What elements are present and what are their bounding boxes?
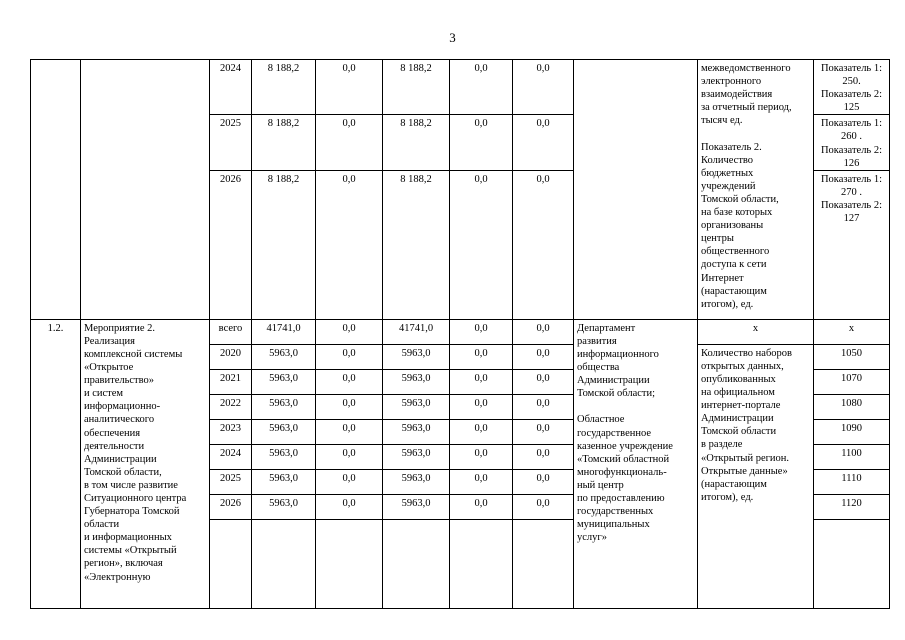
table-row (31, 60, 890, 115)
empty-cell (450, 519, 513, 608)
executor-cell-empty (574, 60, 698, 320)
total-cell: 8 188,2 (252, 60, 316, 115)
funding-cell: 0,0 (316, 60, 383, 115)
funding-cell: 0,0 (316, 170, 383, 319)
funding-cell: 0,0 (316, 469, 383, 494)
funding-cell: 0,0 (513, 494, 574, 519)
target-cell: 1090 (814, 419, 890, 444)
funding-cell: 5963,0 (383, 469, 450, 494)
year-cell: 2026 (210, 494, 252, 519)
funding-cell: 0,0 (513, 369, 574, 394)
funding-cell: 8 188,2 (383, 170, 450, 319)
funding-cell: 0,0 (450, 419, 513, 444)
year-cell: 2026 (210, 170, 252, 319)
funding-cell: 0,0 (450, 394, 513, 419)
funding-cell: 0,0 (513, 344, 574, 369)
funding-cell: 0,0 (450, 344, 513, 369)
funding-cell: 0,0 (316, 494, 383, 519)
total-cell: 8 188,2 (252, 170, 316, 319)
funding-cell: 5963,0 (383, 494, 450, 519)
total-cell: 41741,0 (252, 319, 316, 344)
total-cell: 8 188,2 (252, 115, 316, 170)
funding-cell: 0,0 (450, 115, 513, 170)
funding-cell: 5963,0 (383, 369, 450, 394)
funding-cell: 8 188,2 (383, 60, 450, 115)
target-cell: 1080 (814, 394, 890, 419)
year-cell: 2023 (210, 419, 252, 444)
funding-cell: 0,0 (513, 419, 574, 444)
target-cell: Показатель 1: 250. Показатель 2: 125 (814, 60, 890, 115)
funding-cell: 0,0 (316, 394, 383, 419)
year-cell: 2025 (210, 115, 252, 170)
funding-cell: 0,0 (450, 494, 513, 519)
funding-cell: 5963,0 (383, 344, 450, 369)
indicator-cell: межведомственного электронного взаимодействия за отчетный период, тысяч ед. Показатель 2. Количество бюджетных учреждений Томской области, на базе которых организованы центры общественного доступа к сети Интернет (нарастающим итогом), ед. (698, 60, 814, 320)
funding-cell: 8 188,2 (383, 115, 450, 170)
empty-cell (814, 519, 890, 608)
funding-cell: 0,0 (513, 170, 574, 319)
funding-cell: 0,0 (513, 444, 574, 469)
funding-cell: 0,0 (513, 394, 574, 419)
funding-cell: 0,0 (450, 369, 513, 394)
funding-cell: 5963,0 (383, 394, 450, 419)
target-cell: Показатель 1: 270 . Показатель 2: 127 (814, 170, 890, 319)
total-cell: 5963,0 (252, 369, 316, 394)
year-cell: 2020 (210, 344, 252, 369)
funding-cell: 0,0 (513, 60, 574, 115)
target-cell: х (814, 319, 890, 344)
funding-cell: 0,0 (513, 115, 574, 170)
executor-cell: Департамент развития информационного общества Администрации Томской области; Областное государственное казенное учреждение «Томский областной многофункциональ- ный центр по предоставлению государственных муниципальных услуг» (574, 319, 698, 608)
year-cell: 2025 (210, 469, 252, 494)
total-cell: 5963,0 (252, 494, 316, 519)
funding-cell: 0,0 (316, 444, 383, 469)
funding-cell: 0,0 (450, 170, 513, 319)
funding-cell: 0,0 (513, 469, 574, 494)
target-cell: 1110 (814, 469, 890, 494)
funding-cell: 0,0 (316, 319, 383, 344)
target-cell: 1050 (814, 344, 890, 369)
name-cell-empty (81, 60, 210, 320)
empty-cell (513, 519, 574, 608)
total-cell: 5963,0 (252, 469, 316, 494)
target-cell: 1120 (814, 494, 890, 519)
indicator-cell: х (698, 319, 814, 344)
total-cell: 5963,0 (252, 444, 316, 469)
empty-cell (252, 519, 316, 608)
target-cell: Показатель 1: 260 . Показатель 2: 126 (814, 115, 890, 170)
year-cell: 2024 (210, 444, 252, 469)
target-cell: 1100 (814, 444, 890, 469)
total-cell: 5963,0 (252, 344, 316, 369)
year-cell: 2022 (210, 394, 252, 419)
funding-cell: 5963,0 (383, 419, 450, 444)
funding-cell: 0,0 (513, 319, 574, 344)
target-cell: 1070 (814, 369, 890, 394)
measure-name-cell: Мероприятие 2. Реализация комплексной системы «Открытое правительство» и систем информационно- аналитического обеспечения деятельности Администрации Томской области, в том числе развитие Ситуационного центра Губернатора Томской области и информационных системы «Открытый регион», включая «Электронную (81, 319, 210, 608)
empty-cell (316, 519, 383, 608)
indicator-cell: Количество наборов открытых данных, опубликованных на официальном интернет-портале Администрации Томской области в разделе «Открытый регион. Открытые данные» (нарастающим итогом), ед. (698, 344, 814, 608)
empty-cell (210, 519, 252, 608)
empty-cell (383, 519, 450, 608)
year-cell: 2021 (210, 369, 252, 394)
program-table (30, 59, 890, 609)
funding-cell: 0,0 (450, 469, 513, 494)
funding-cell: 0,0 (450, 444, 513, 469)
year-cell: 2024 (210, 60, 252, 115)
number-cell-empty (31, 60, 81, 320)
funding-cell: 0,0 (316, 344, 383, 369)
funding-cell: 0,0 (450, 319, 513, 344)
funding-cell: 41741,0 (383, 319, 450, 344)
funding-cell: 0,0 (316, 115, 383, 170)
total-cell: 5963,0 (252, 394, 316, 419)
funding-cell: 0,0 (316, 369, 383, 394)
total-cell: 5963,0 (252, 419, 316, 444)
measure-number-cell: 1.2. (31, 319, 81, 608)
page-number: 3 (449, 30, 456, 45)
funding-cell: 5963,0 (383, 444, 450, 469)
year-cell: всего (210, 319, 252, 344)
funding-cell: 0,0 (316, 419, 383, 444)
funding-cell: 0,0 (450, 60, 513, 115)
table-row (31, 319, 890, 344)
